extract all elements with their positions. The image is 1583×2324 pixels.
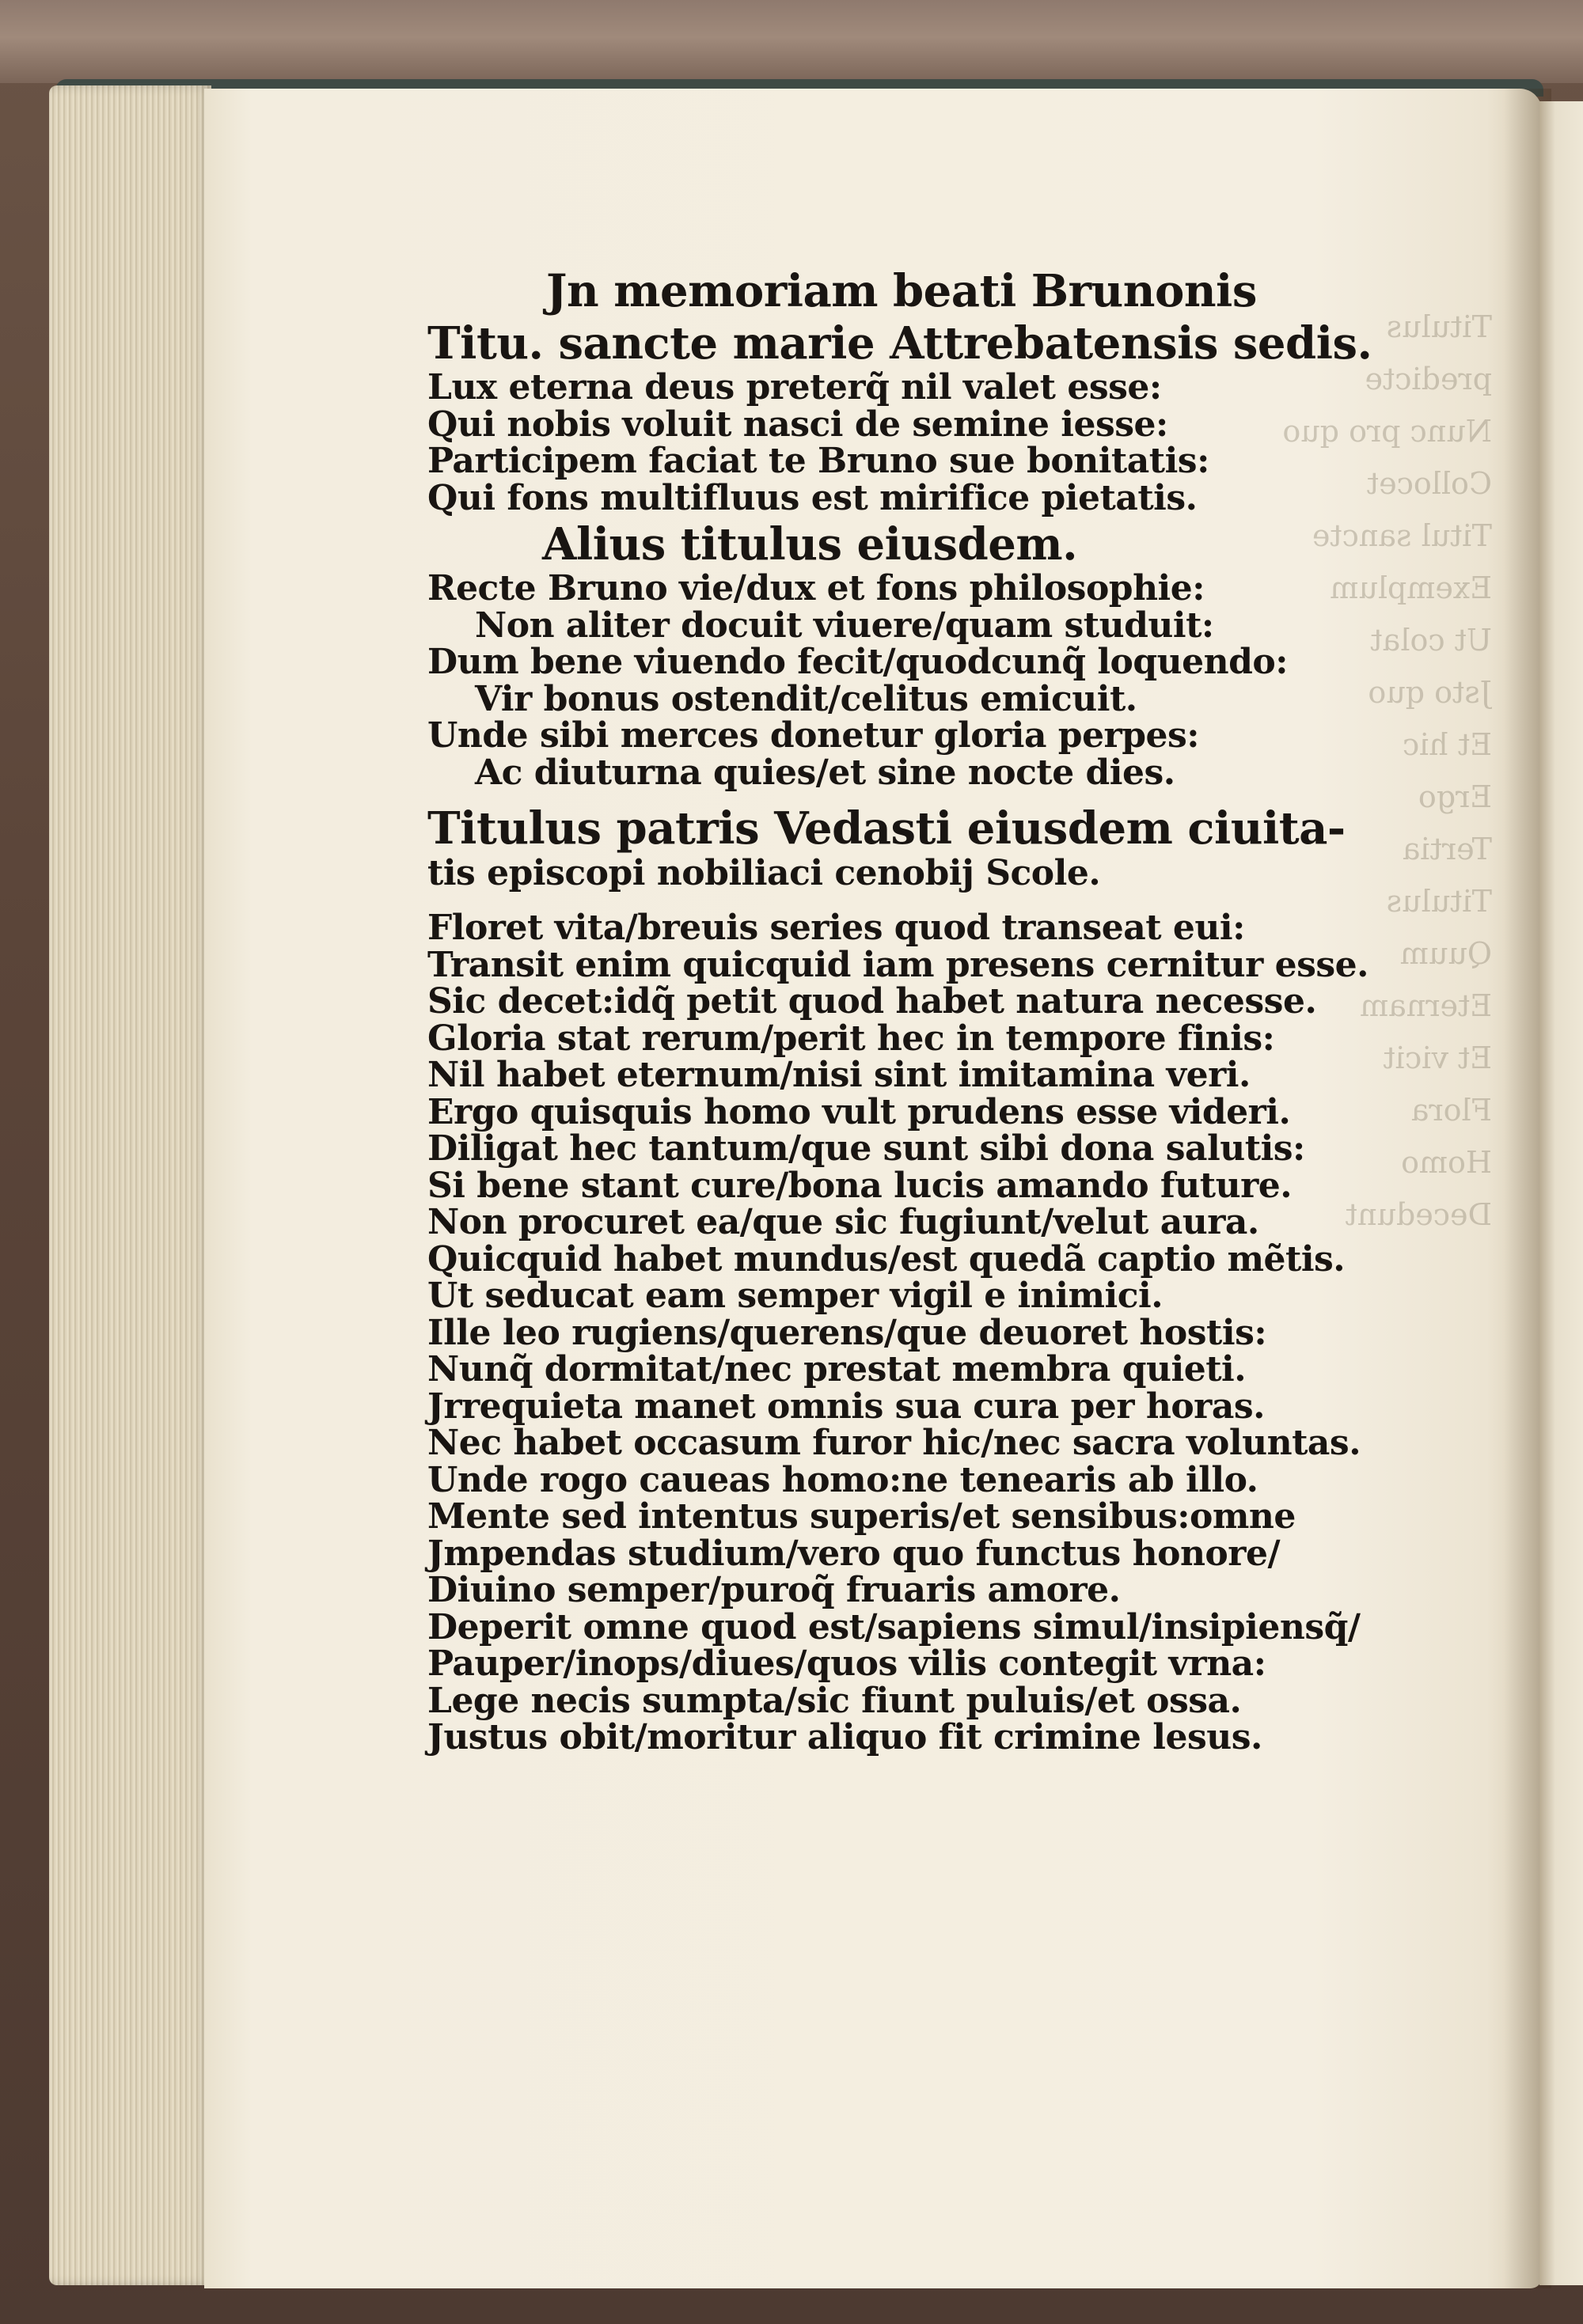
- verse-line: Diuino semper/puroq̃ fruaris amore.: [427, 1570, 1121, 1610]
- verse-line: Jmpendas studium/vero quo functus honore/: [427, 1533, 1281, 1574]
- bleed-through-line: Et vicit: [1383, 1041, 1492, 1075]
- bleed-through-line: Quum: [1399, 936, 1492, 971]
- printed-text-block: [427, 265, 1372, 1757]
- verse-line: Non procuret ea/que sic fugiunt/velut aura.: [427, 1202, 1259, 1242]
- page-title: Jn memoriam beati Brunonis: [546, 265, 1257, 317]
- bleed-through-line: Exemplum: [1330, 571, 1492, 605]
- bleed-through-line: Ergo: [1418, 779, 1492, 814]
- bleed-through-line: Titulus: [1386, 884, 1492, 919]
- verse-line: Nec habet occasum furor hic/nec sacra voluntas.: [427, 1423, 1361, 1463]
- bleed-through-line: Titul sancte: [1312, 518, 1492, 553]
- verse-line: Transit enim quicquid iam presens cernitur esse.: [427, 944, 1369, 985]
- right-page-edge: [1539, 101, 1583, 2285]
- bleed-through-line: Titulus: [1386, 309, 1492, 344]
- bleed-through-line: Jsto quo: [1368, 675, 1492, 710]
- verse-line: Unde sibi merces donetur gloria perpes:: [427, 715, 1200, 756]
- bleed-through-line: Flora: [1410, 1093, 1492, 1128]
- verse-line: Sic decet:idq̃ petit quod habet natura necesse.: [427, 981, 1317, 1022]
- verse-line: Qui fons multifluus est mirifice pietatis.: [427, 477, 1198, 518]
- verse-line: Quicquid habet mundus/est quedã captio mẽtis.: [427, 1238, 1346, 1280]
- verse-line: Qui nobis voluit nasci de semine iesse:: [427, 404, 1168, 445]
- bleed-through-line: Ut colat: [1370, 623, 1492, 658]
- verse-line: Si bene stant cure/bona lucis amando future.: [427, 1165, 1293, 1206]
- book-cover-top-edge: [0, 0, 1583, 83]
- section-heading: Titu. sancte marie Attrebatensis sedis.: [427, 317, 1372, 370]
- verse-line: Nil habet eternum/nisi sint imitamina veri.: [427, 1055, 1251, 1095]
- page-block-fore-edge: [49, 85, 211, 2285]
- verse-line: Nunq̃ dormitat/nec prestat membra quieti.: [427, 1349, 1247, 1389]
- bleed-through-line: Decedunt: [1345, 1197, 1492, 1232]
- section-heading: Titulus patris Vedasti eiusdem ciuita-: [427, 802, 1346, 855]
- verse-line: Recte Bruno vie/dux et fons philosophie:: [427, 568, 1205, 608]
- verse-line: Floret vita/breuis series quod transeat eui:: [427, 908, 1245, 948]
- bleed-through-line: Homo: [1401, 1145, 1492, 1180]
- bleed-through-line: Et hic: [1403, 727, 1492, 762]
- section-heading: Alius titulus eiusdem.: [542, 518, 1078, 571]
- verse-line: Pauper/inops/diues/quos vilis contegit vrna:: [427, 1643, 1266, 1684]
- verse-line: Non aliter docuit viuere/quam studuit:: [475, 605, 1214, 646]
- verse-line: Ergo quisquis homo vult prudens esse videri.: [427, 1091, 1291, 1132]
- bleed-through-line: Eternam: [1360, 988, 1492, 1023]
- verse-line: Ille leo rugiens/querens/que deuoret hostis:: [427, 1312, 1267, 1353]
- verse-line: Gloria stat rerum/perit hec in tempore finis:: [427, 1018, 1275, 1059]
- verse-line: Diligat hec tantum/que sunt sibi dona salutis:: [427, 1128, 1305, 1169]
- verse-line: Unde rogo caueas homo:ne tenearis ab illo.: [427, 1459, 1258, 1500]
- verse-line: Ac diuturna quies/et sine nocte dies.: [475, 752, 1175, 793]
- verse-line: Dum bene viuendo fecit/quodcunq̃ loquendo:: [427, 642, 1288, 682]
- bleed-through-line: Collocet: [1366, 466, 1492, 501]
- bleed-through-line: Nunc pro quo: [1282, 414, 1492, 449]
- verse-line: Jrrequieta manet omnis sua cura per horas.: [427, 1386, 1265, 1427]
- verse-line: Vir bonus ostendit/celitus emicuit.: [475, 678, 1137, 719]
- verse-line: Ut seducat eam semper vigil e inimici.: [427, 1276, 1164, 1316]
- verse-line: Participem faciat te Bruno sue bonitatis:: [427, 441, 1209, 481]
- verse-line: Lege necis sumpta/sic fiunt puluis/et ossa.: [427, 1680, 1242, 1721]
- section-heading-continuation: tis episcopi nobiliaci cenobij Scole.: [427, 853, 1101, 893]
- verse-line: Justus obit/moritur aliquo fit crimine lesus.: [427, 1717, 1262, 1757]
- verse-line: Deperit omne quod est/sapiens simul/insipiensq̃/: [427, 1606, 1361, 1647]
- verse-line: Mente sed intentus superis/et sensibus:omne: [427, 1496, 1296, 1537]
- bleed-through-line: predicte: [1365, 362, 1492, 396]
- bleed-through-line: Tertia: [1402, 832, 1492, 866]
- verse-line: Lux eterna deus preterq̃ nil valet esse:: [427, 367, 1162, 408]
